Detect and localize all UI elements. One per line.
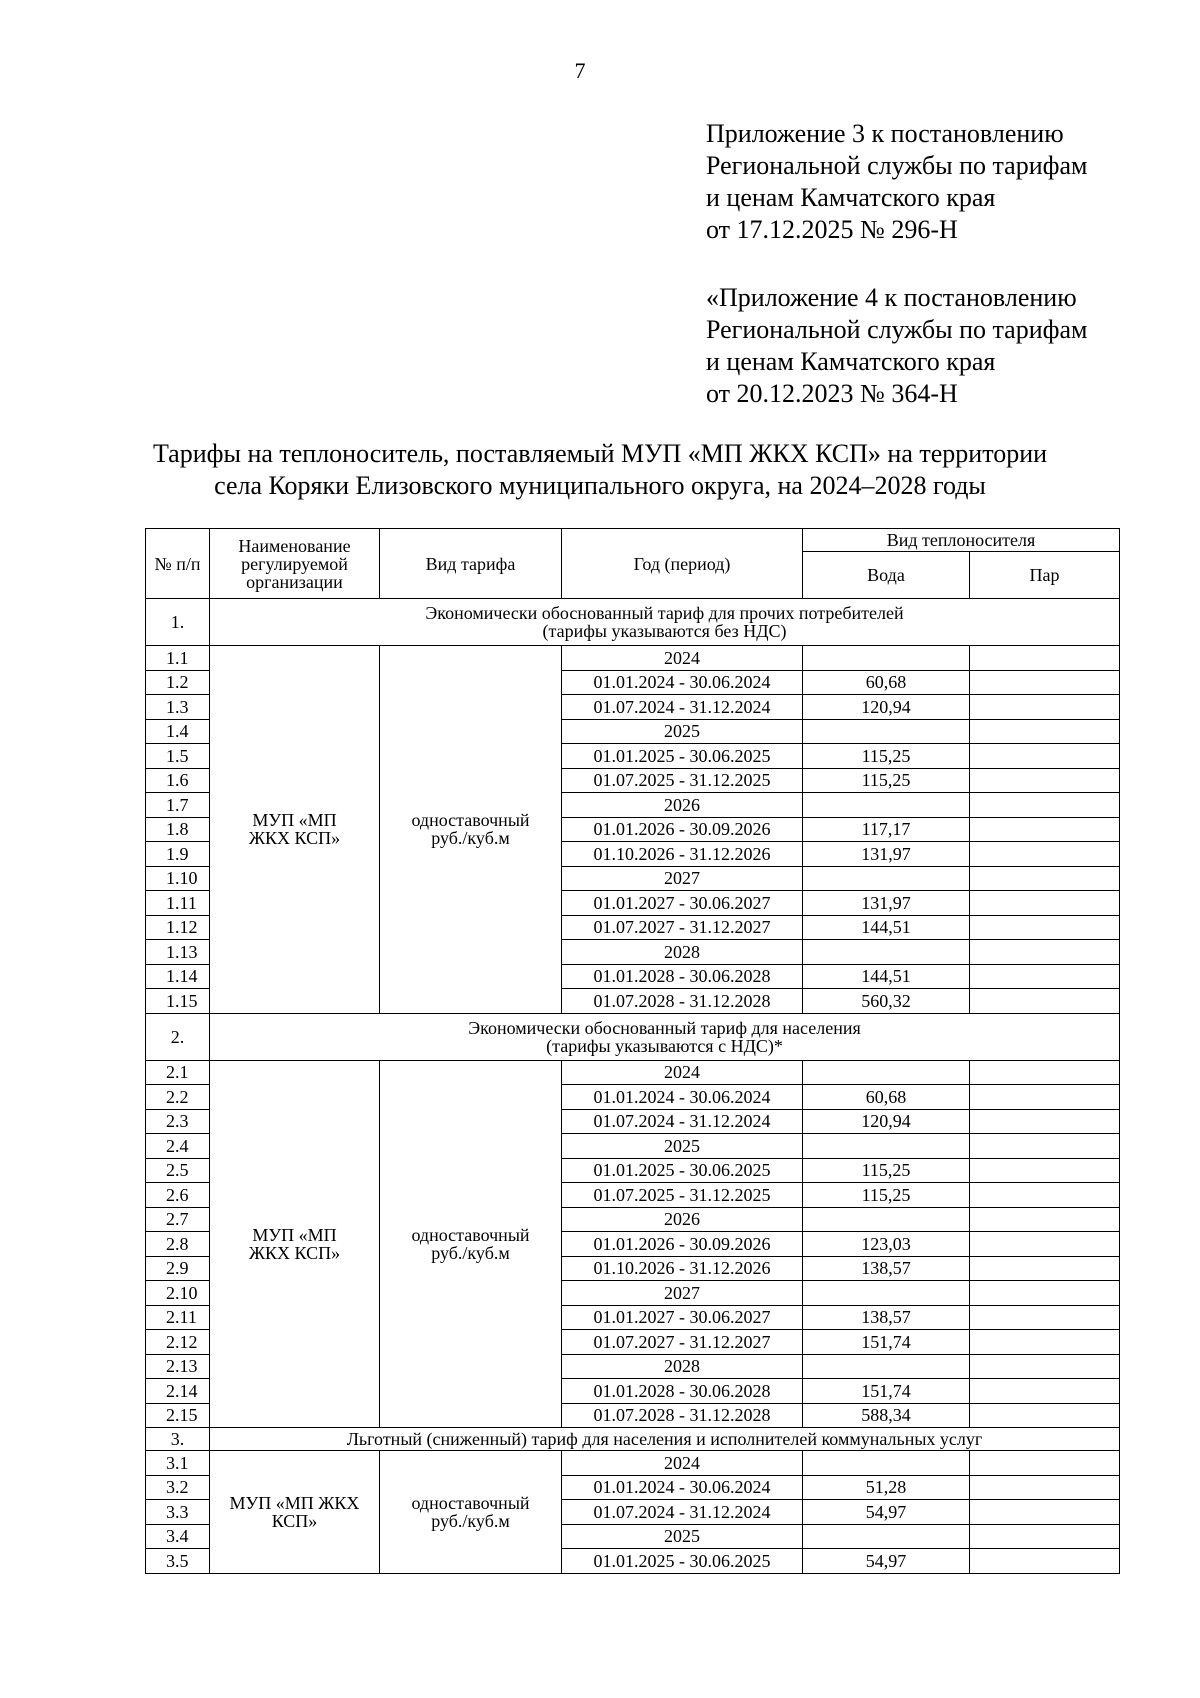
period-cell: 01.01.2026 - 30.09.2026 [562, 817, 803, 842]
period-cell: 2027 [562, 866, 803, 891]
steam-value [970, 1256, 1120, 1281]
steam-value [970, 1330, 1120, 1355]
period-cell: 01.07.2028 - 31.12.2028 [562, 989, 803, 1014]
row-number: 3.3 [146, 1500, 210, 1525]
water-value: 131,97 [803, 891, 970, 916]
water-value: 115,25 [803, 1183, 970, 1208]
steam-value [970, 1451, 1120, 1476]
row-number: 2.3 [146, 1109, 210, 1134]
section-title-line: (тарифы указываются без НДС) [542, 621, 787, 641]
water-value: 115,25 [803, 744, 970, 769]
water-value [803, 866, 970, 891]
appendix-current [706, 118, 1087, 246]
section-number: 1. [146, 599, 210, 646]
row-number: 1.1 [146, 646, 210, 671]
steam-value [970, 1524, 1120, 1549]
tariff-table [145, 528, 1120, 1574]
row-number: 3.5 [146, 1549, 210, 1574]
water-value [803, 1451, 970, 1476]
steam-value [970, 1134, 1120, 1159]
row-number: 2.5 [146, 1158, 210, 1183]
steam-value [970, 1403, 1120, 1428]
steam-value [970, 817, 1120, 842]
row-number: 1.15 [146, 989, 210, 1014]
document-title [100, 438, 1100, 502]
steam-value [970, 1500, 1120, 1525]
period-cell: 01.01.2024 - 30.06.2024 [562, 670, 803, 695]
section-title-line: (тарифы указываются с НДС)* [546, 1035, 783, 1056]
steam-value [970, 1281, 1120, 1306]
tariff-type-line: руб./куб.м [431, 1510, 510, 1531]
section-header-row [146, 1428, 1120, 1451]
row-number: 2.13 [146, 1354, 210, 1379]
row-number: 3.4 [146, 1524, 210, 1549]
steam-value [970, 1060, 1120, 1085]
water-value: 117,17 [803, 817, 970, 842]
row-number: 1.4 [146, 719, 210, 744]
tariff-type-cell [380, 1060, 562, 1428]
steam-value [970, 866, 1120, 891]
row-number: 2.7 [146, 1207, 210, 1232]
tariff-type-line: одноставочный [411, 810, 530, 831]
steam-value [970, 1085, 1120, 1110]
period-cell: 01.07.2028 - 31.12.2028 [562, 1403, 803, 1428]
header-period: Год (период) [562, 529, 803, 599]
title-line: села Коряки Елизовского муниципального округа, на 2024–2028 годы [214, 471, 986, 500]
period-cell: 01.01.2027 - 30.06.2027 [562, 891, 803, 916]
row-number: 2.1 [146, 1060, 210, 1085]
steam-value [970, 670, 1120, 695]
appendix-line: от 17.12.2025 № 296-Н [706, 215, 958, 244]
period-cell: 2024 [562, 1451, 803, 1476]
table-row [146, 1451, 1120, 1476]
steam-value [970, 1232, 1120, 1257]
tariff-type-line: одноставочный [411, 1224, 530, 1245]
section-title-line: Экономически обоснованный тариф для прочих потребителей [425, 603, 904, 623]
row-number: 2.2 [146, 1085, 210, 1110]
organization-cell [210, 1451, 380, 1574]
tariff-type-line: руб./куб.м [431, 828, 510, 849]
water-value: 120,94 [803, 1109, 970, 1134]
water-value: 54,97 [803, 1500, 970, 1525]
steam-value [970, 1207, 1120, 1232]
section-number: 2. [146, 1013, 210, 1060]
water-value: 588,34 [803, 1403, 970, 1428]
row-number: 1.5 [146, 744, 210, 769]
section-header-row [146, 1013, 1120, 1060]
water-value: 54,97 [803, 1549, 970, 1574]
table-row [146, 646, 1120, 671]
steam-value [970, 719, 1120, 744]
title-line: Тарифы на теплоноситель, поставляемый МУП «МП ЖКХ КСП» на территории [152, 439, 1048, 468]
row-number: 1.13 [146, 940, 210, 965]
period-cell: 2024 [562, 1060, 803, 1085]
organization-cell [210, 1060, 380, 1428]
section-header-row [146, 599, 1120, 646]
period-cell: 01.07.2025 - 31.12.2025 [562, 768, 803, 793]
period-cell: 01.01.2025 - 30.06.2025 [562, 744, 803, 769]
period-cell: 01.01.2025 - 30.06.2025 [562, 1158, 803, 1183]
steam-value [970, 915, 1120, 940]
appendix-line: «Приложение 4 к постановлению [706, 283, 1077, 312]
row-number: 1.11 [146, 891, 210, 916]
header-num: № п/п [146, 529, 210, 599]
organization-line: КСП» [271, 1510, 318, 1531]
tariff-type-cell [380, 646, 562, 1014]
water-value [803, 1207, 970, 1232]
period-cell: 2028 [562, 1354, 803, 1379]
period-cell: 01.07.2027 - 31.12.2027 [562, 1330, 803, 1355]
water-value [803, 719, 970, 744]
row-number: 1.6 [146, 768, 210, 793]
organization-line: МУП «МП ЖКХ [229, 1492, 360, 1513]
header-tariff-type: Вид тарифа [380, 529, 562, 599]
row-number: 1.3 [146, 695, 210, 720]
period-cell: 01.07.2025 - 31.12.2025 [562, 1183, 803, 1208]
water-value: 560,32 [803, 989, 970, 1014]
table-body [146, 599, 1120, 1574]
row-number: 2.6 [146, 1183, 210, 1208]
period-cell: 2028 [562, 940, 803, 965]
appendix-line: Региональной службы по тарифам [706, 151, 1088, 180]
appendix-line: Региональной службы по тарифам [706, 315, 1088, 344]
header-organization: Наименование регулируемой организации [210, 529, 380, 599]
steam-value [970, 1475, 1120, 1500]
row-number: 1.2 [146, 670, 210, 695]
section-title [210, 1013, 1120, 1060]
row-number: 3.1 [146, 1451, 210, 1476]
steam-value [970, 989, 1120, 1014]
period-cell: 01.07.2027 - 31.12.2027 [562, 915, 803, 940]
row-number: 2.9 [146, 1256, 210, 1281]
water-value [803, 793, 970, 818]
period-cell: 2026 [562, 1207, 803, 1232]
header-steam: Пар [970, 552, 1120, 599]
steam-value [970, 1379, 1120, 1404]
row-number: 1.12 [146, 915, 210, 940]
row-number: 3.2 [146, 1475, 210, 1500]
appendix-line: Приложение 3 к постановлению [706, 119, 1064, 148]
section-number: 3. [146, 1428, 210, 1451]
water-value: 120,94 [803, 695, 970, 720]
period-cell: 01.01.2024 - 30.06.2024 [562, 1475, 803, 1500]
period-cell: 2025 [562, 1134, 803, 1159]
steam-value [970, 768, 1120, 793]
header-water: Вода [803, 552, 970, 599]
period-cell: 2024 [562, 646, 803, 671]
steam-value [970, 842, 1120, 867]
row-number: 1.14 [146, 964, 210, 989]
water-value: 115,25 [803, 768, 970, 793]
period-cell: 01.07.2024 - 31.12.2024 [562, 1500, 803, 1525]
steam-value [970, 940, 1120, 965]
period-cell: 01.07.2024 - 31.12.2024 [562, 1109, 803, 1134]
row-number: 2.10 [146, 1281, 210, 1306]
section-title [210, 599, 1120, 646]
organization-line: ЖКХ КСП» [248, 1242, 341, 1263]
header-heat-carrier: Вид теплоносителя [803, 529, 1120, 552]
water-value: 60,68 [803, 1085, 970, 1110]
organization-line: ЖКХ КСП» [248, 828, 341, 849]
steam-value [970, 1549, 1120, 1574]
appendix-prior [706, 282, 1087, 410]
water-value [803, 1281, 970, 1306]
steam-value [970, 744, 1120, 769]
appendix-line: и ценам Камчатского края [706, 183, 996, 212]
water-value: 138,57 [803, 1305, 970, 1330]
water-value: 144,51 [803, 964, 970, 989]
row-number: 1.8 [146, 817, 210, 842]
period-cell: 2027 [562, 1281, 803, 1306]
row-number: 2.4 [146, 1134, 210, 1159]
water-value: 144,51 [803, 915, 970, 940]
row-number: 1.7 [146, 793, 210, 818]
water-value [803, 1134, 970, 1159]
appendix-line: от 20.12.2023 № 364-Н [706, 379, 958, 408]
row-number: 1.9 [146, 842, 210, 867]
organization-line: МУП «МП [252, 810, 337, 831]
row-number: 2.14 [146, 1379, 210, 1404]
period-cell: 2025 [562, 1524, 803, 1549]
water-value [803, 1354, 970, 1379]
period-cell: 01.01.2025 - 30.06.2025 [562, 1549, 803, 1574]
water-value: 115,25 [803, 1158, 970, 1183]
steam-value [970, 646, 1120, 671]
steam-value [970, 1158, 1120, 1183]
row-number: 2.8 [146, 1232, 210, 1257]
row-number: 2.12 [146, 1330, 210, 1355]
water-value: 151,74 [803, 1379, 970, 1404]
period-cell: 01.01.2028 - 30.06.2028 [562, 964, 803, 989]
period-cell: 2025 [562, 719, 803, 744]
steam-value [970, 964, 1120, 989]
water-value: 138,57 [803, 1256, 970, 1281]
steam-value [970, 1183, 1120, 1208]
water-value [803, 1060, 970, 1085]
period-cell: 01.01.2027 - 30.06.2027 [562, 1305, 803, 1330]
tariff-type-line: одноставочный [411, 1492, 530, 1513]
steam-value [970, 695, 1120, 720]
period-cell: 01.01.2026 - 30.09.2026 [562, 1232, 803, 1257]
tariff-type-line: руб./куб.м [431, 1242, 510, 1263]
page-number: 7 [574, 58, 586, 83]
water-value: 131,97 [803, 842, 970, 867]
period-cell: 2026 [562, 793, 803, 818]
row-number: 2.15 [146, 1403, 210, 1428]
row-number: 1.10 [146, 866, 210, 891]
row-number: 2.11 [146, 1305, 210, 1330]
water-value: 60,68 [803, 670, 970, 695]
period-cell: 01.07.2024 - 31.12.2024 [562, 695, 803, 720]
appendix-line: и ценам Камчатского края [706, 347, 996, 376]
steam-value [970, 793, 1120, 818]
period-cell: 01.01.2024 - 30.06.2024 [562, 1085, 803, 1110]
period-cell: 01.01.2028 - 30.06.2028 [562, 1379, 803, 1404]
table-row [146, 1060, 1120, 1085]
period-cell: 01.10.2026 - 31.12.2026 [562, 842, 803, 867]
steam-value [970, 891, 1120, 916]
water-value: 51,28 [803, 1475, 970, 1500]
period-cell: 01.10.2026 - 31.12.2026 [562, 1256, 803, 1281]
water-value [803, 646, 970, 671]
water-value: 151,74 [803, 1330, 970, 1355]
water-value: 123,03 [803, 1232, 970, 1257]
steam-value [970, 1305, 1120, 1330]
organization-line: МУП «МП [252, 1224, 337, 1245]
section-title [210, 1428, 1120, 1451]
organization-cell [210, 646, 380, 1014]
tariff-type-cell [380, 1451, 562, 1574]
steam-value [970, 1354, 1120, 1379]
section-title-line: Льготный (сниженный) тариф для населения и исполнителей коммунальных услуг [346, 1429, 983, 1449]
water-value [803, 1524, 970, 1549]
section-title-line: Экономически обоснованный тариф для населения [468, 1017, 861, 1038]
steam-value [970, 1109, 1120, 1134]
water-value [803, 940, 970, 965]
